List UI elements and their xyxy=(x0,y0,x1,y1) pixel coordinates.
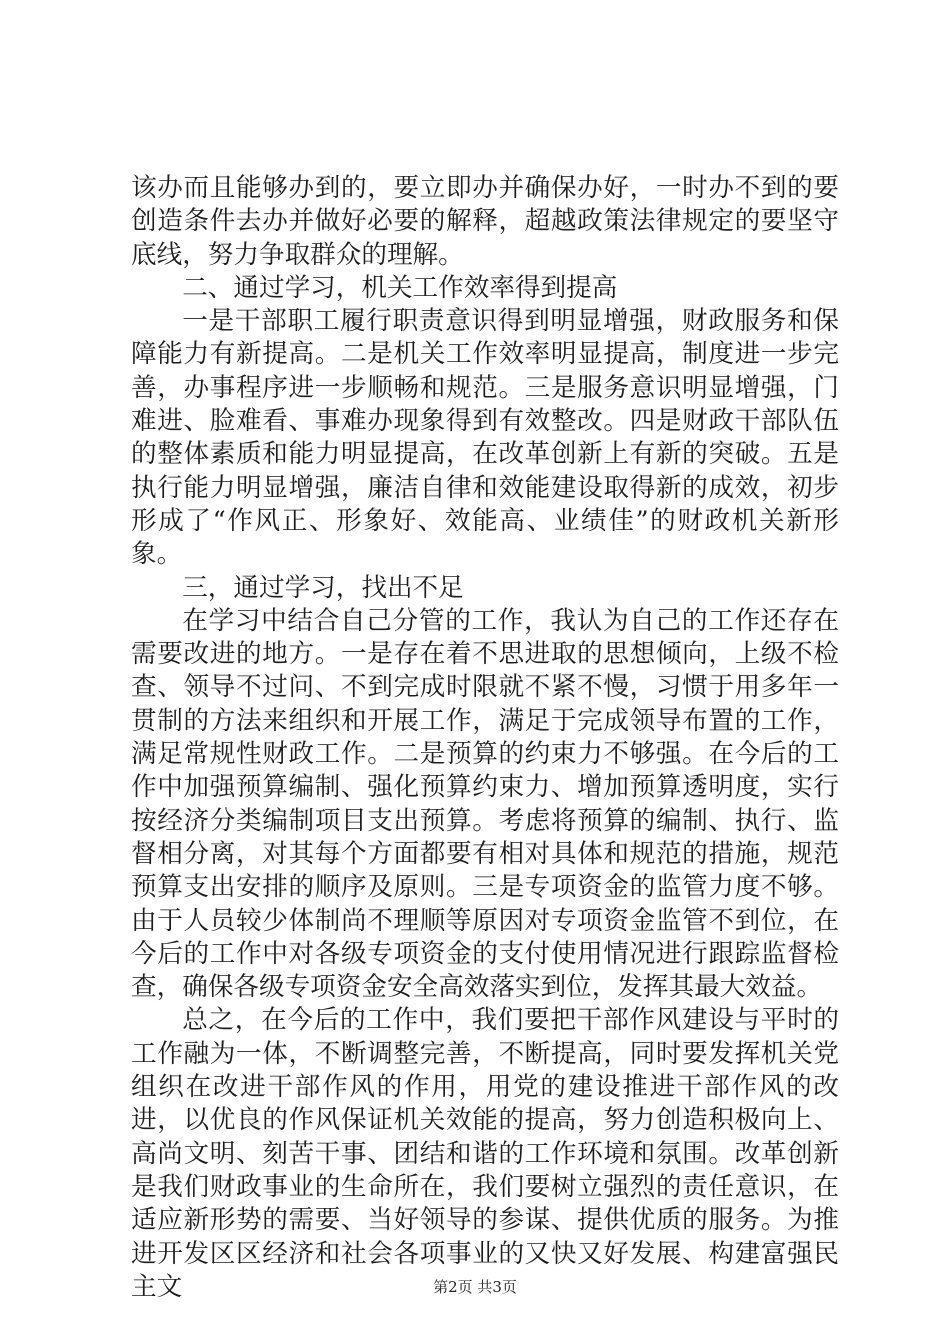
document-body xyxy=(131,172,839,1304)
page-number-footer: 第2页 共3页 xyxy=(433,1278,517,1296)
paragraph-continuation: 该办而且能够办到的，要立即办并确保办好，一时办不到的要创造条件去办并做好必要的解释，超越政策法律规定的要坚守底线，努力争取群众的理解。 xyxy=(131,173,839,270)
section-heading-2: 二、通过学习，机关工作效率得到提高 xyxy=(182,272,618,303)
section-heading-3: 三，通过学习，找出不足 xyxy=(182,572,464,603)
paragraph-conclusion: 总之，在今后的工作中，我们要把干部作风建设与平时的工作融为一体，不断调整完善，不断提高，同时要发挥机关党组织在改进干部作风的作用，用党的建设推进干部作风的改进，以优良的作风保证机关效能的提高，努力创造积极向上、高尚文明、刻苦干事、团结和谐的工作环境和氛围。改革创新是我们财政事业的生命所在，我们要树立强烈的责任意识，在适应新形势的需要、当好领导的参谋、提供优质的服务。为推进开发区区经济和社会各项事业的又快又好发展、构建富强民主文 xyxy=(131,1005,839,1302)
paragraph-shortcomings: 在学习中结合自己分管的工作，我认为自己的工作还存在需要改进的地方。一是存在着不思进取的思想倾向，上级不检查、领导不过问、不到完成时限就不紧不慢，习惯于用多年一贯制的方法来组织和开展工作，满足于完成领导布置的工作，满足常规性财政工作。二是预算的约束力不够强。在今后的工作中加强预算编制、强化预算约束力、增加预算透明度，实行按经济分类编制项目支出预算。考虑将预算的编制、执行、监督相分离，对其每个方面都要有相对具体和规范的措施，规范预算支出安排的顺序及原则。三是专项资金的监管力度不够。由于人员较少体制尚不理顺等原因对专项资金监管不到位，在今后的工作中对各级专项资金的支付使用情况进行跟踪监督检查，确保各级专项资金安全高效落实到位，发挥其最大效益。 xyxy=(131,605,839,1003)
paragraph-efficiency: 一是干部职工履行职责意识得到明显增强，财政服务和保障能力有新提高。二是机关工作效率明显提高，制度进一步完善，办事程序进一步顺畅和规范。三是服务意识明显增强，门难进、脸难看、事难办现象得到有效整改。四是财政干部队伍的整体素质和能力明显提高，在改革创新上有新的突破。五是执行能力明显增强，廉洁自律和效能建设取得新的成效，初步形成了“作风正、形象好、效能高、业绩佳”的财政机关新形象。 xyxy=(131,306,839,570)
